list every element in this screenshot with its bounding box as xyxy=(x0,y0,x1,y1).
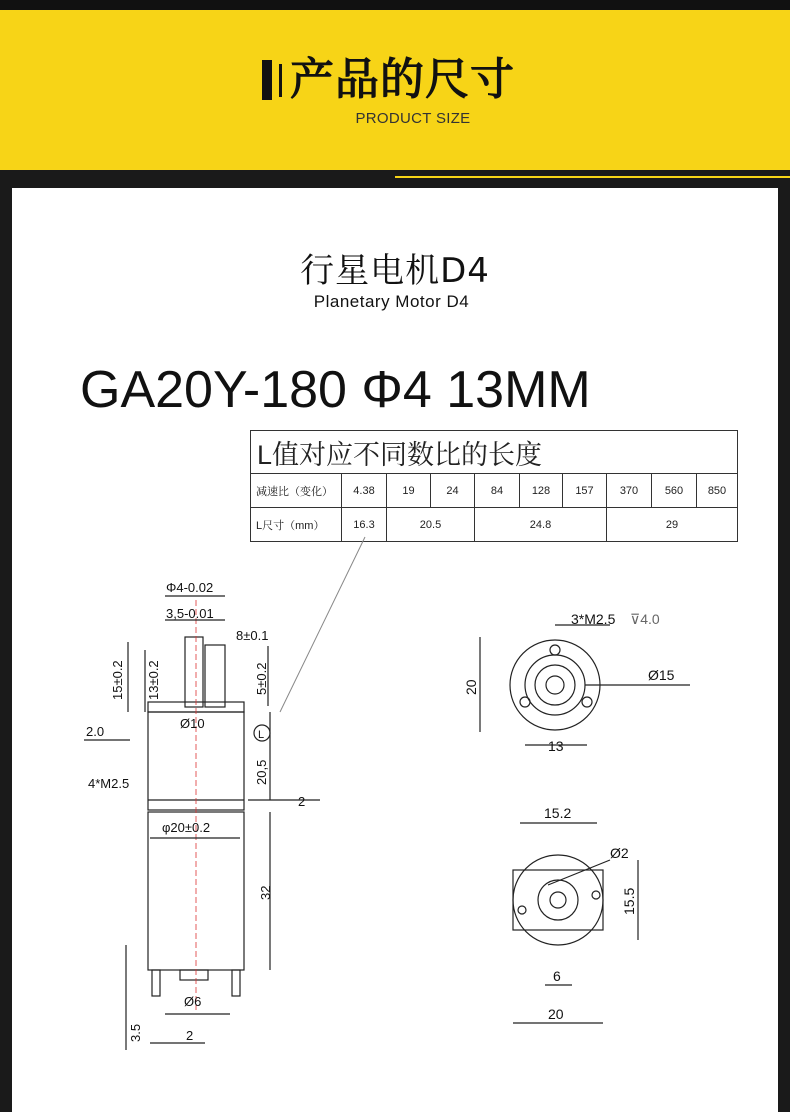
table-cell: 24 xyxy=(431,474,475,508)
collar-label: 2.0 xyxy=(86,724,105,739)
front-shaft-circle xyxy=(535,665,575,705)
rear-hole-label: Ø2 xyxy=(610,845,629,861)
table-cell: 19 xyxy=(387,474,431,508)
rear-view-labels xyxy=(544,805,637,1022)
table-cell: 20.5 xyxy=(387,508,475,542)
table-cell: 850 xyxy=(697,474,738,508)
rear-width-top-label: 15.2 xyxy=(544,805,572,821)
term-w-label: 2 xyxy=(186,1028,194,1043)
shaft xyxy=(185,637,203,707)
boss-dia-label: Ø10 xyxy=(180,716,205,731)
table-cell: 16.3 xyxy=(342,508,387,542)
page-title: 产品的尺寸 xyxy=(290,54,515,105)
front-spacing-label: 13 xyxy=(548,738,564,754)
flat-label: 3,5-0.01 xyxy=(166,606,214,621)
table-cell: 157 xyxy=(563,474,607,508)
mount-hole xyxy=(582,697,592,707)
table-cell: 4.38 xyxy=(342,474,387,508)
front-boss-circle xyxy=(525,655,585,715)
front-view xyxy=(480,625,690,745)
table-cell: 29 xyxy=(607,508,738,542)
rear-height-label: 15.5 xyxy=(621,887,637,915)
terminal-hole xyxy=(592,891,600,899)
table-cell: 24.8 xyxy=(475,508,607,542)
rear-spacing-label: 6 xyxy=(553,968,561,984)
dim-line xyxy=(548,860,610,885)
rear-shaft xyxy=(550,892,566,908)
model-number: GA20Y-180 Φ4 13MM xyxy=(80,361,591,419)
gear-len-label: 20,5 xyxy=(254,759,269,785)
boss xyxy=(205,645,225,707)
rear-bearing-circle xyxy=(538,880,578,920)
table-leader-line xyxy=(280,537,365,712)
rear-dia-label: Ø6 xyxy=(184,994,202,1009)
boss-len-label: 5±0.2 xyxy=(254,662,269,695)
table-cell: 370 xyxy=(607,474,652,508)
mount-hole xyxy=(520,697,530,707)
table-cell: 560 xyxy=(652,474,697,508)
product-title-en: Planetary Motor D4 xyxy=(313,292,470,311)
body-dia-label: φ20±0.2 xyxy=(162,820,211,835)
terminal-right xyxy=(232,970,240,996)
table-title: L值对应不同数比的长度 xyxy=(251,431,738,474)
motor-len-label: 32 xyxy=(258,885,273,900)
l-marker: L xyxy=(258,729,265,741)
depth-label: ⊽4.0 xyxy=(630,611,660,627)
row-label: L尺寸（mm） xyxy=(251,508,342,542)
table-cell: 84 xyxy=(475,474,520,508)
shaft-dia-label: Φ4-0.02 xyxy=(166,580,214,595)
terminal-hole xyxy=(518,906,526,914)
rear-width-label: 20 xyxy=(548,1006,564,1022)
front-dia-label: Ø15 xyxy=(648,667,675,683)
front-shaft xyxy=(546,676,564,694)
holes-label: 3*M2.5 xyxy=(571,611,616,627)
terminal-left xyxy=(152,970,160,996)
shaft-len2-label: 13±0.2 xyxy=(146,660,161,700)
front-height-label: 20 xyxy=(463,679,479,695)
row-label: 减速比（变化） xyxy=(251,474,342,508)
term-len-label: 3.5 xyxy=(128,1023,143,1042)
table-cell: 128 xyxy=(520,474,563,508)
page-subtitle: PRODUCT SIZE xyxy=(355,110,471,127)
gap-label: 2 xyxy=(298,794,306,809)
rear-flat-body xyxy=(513,870,603,930)
flat-len-label: 8±0.1 xyxy=(236,628,269,643)
screws-label: 4*M2.5 xyxy=(88,776,130,791)
mount-hole xyxy=(550,645,560,655)
shaft-len-label: 15±0.2 xyxy=(110,660,125,700)
front-view-labels xyxy=(463,611,675,754)
rear-bearing xyxy=(180,970,208,980)
product-title-cn: 行星电机D4 xyxy=(300,251,490,291)
